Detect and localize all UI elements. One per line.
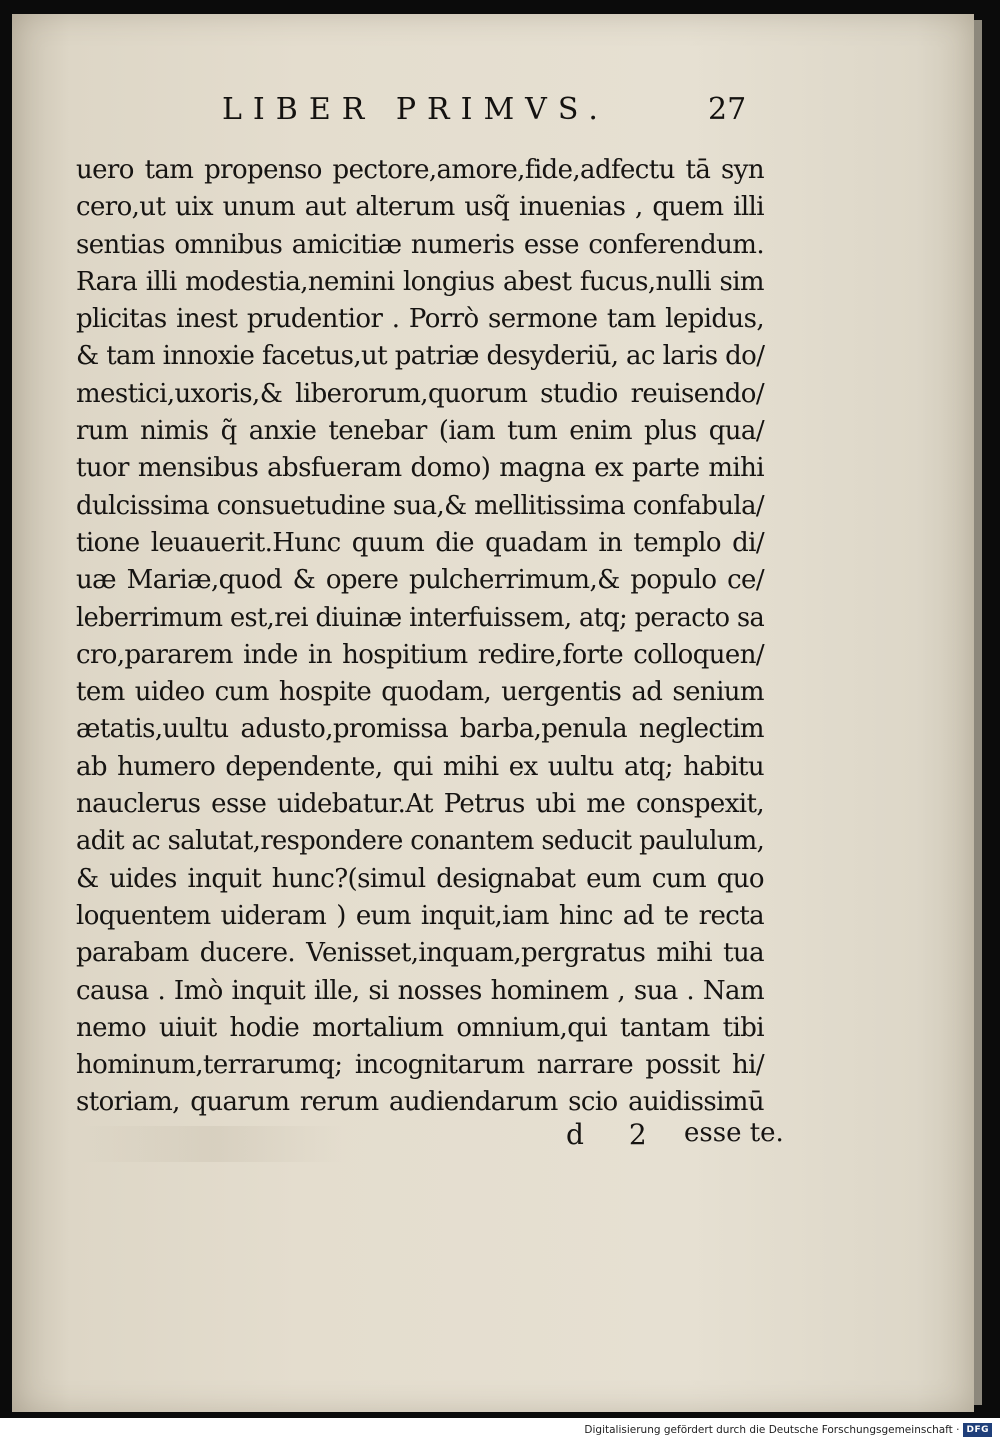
text-line: plicitas inest prudentior . Porrò sermone tam lepidus,	[76, 304, 764, 335]
text-line: loquentem uideram ) eum inquit,iam hinc ad te recta	[76, 900, 764, 931]
text-line: parabam ducere. Venisset,inquam,pergratus mihi tua	[76, 938, 764, 969]
text-line: uero tam propenso pectore,amore,fide,adfectu tā syn	[76, 155, 764, 185]
text-line: tem uideo cum hospite quodam, uergentis ad senium	[76, 677, 764, 708]
text-line: ab humero dependente, qui mihi ex uultu atq; habitu	[76, 751, 764, 782]
running-head-title: LIBER PRIMVS.	[222, 92, 609, 127]
dfg-logo-icon: DFG	[963, 1423, 992, 1437]
text-line: tione leuauerit.Hunc quum die quadam in templo di/	[76, 527, 764, 558]
text-line: nauclerus esse uidebatur.At Petrus ubi me conspexit,	[76, 789, 764, 820]
signature-mark: d 2	[566, 1118, 665, 1151]
text-line: uæ Mariæ,quod & opere pulcherrimum,& populo ce/	[76, 565, 764, 596]
credit-text: Digitalisierung gefördert durch die Deutsche Forschungsgemeinschaft ·	[584, 1424, 960, 1436]
text-line: sentias omnibus amicitiæ numeris esse conferendum.	[76, 229, 764, 260]
text-line: adit ac salutat,respondere conantem seducit paululum,	[76, 826, 765, 857]
text-line: storiam, quarum rerum audiendarum scio auidissimū	[76, 1087, 764, 1118]
text-line: nemo uiuit hodie mortalium omnium,qui tantam tibi	[76, 1012, 764, 1043]
page-number: 27	[708, 92, 747, 127]
text-line: cero,ut uix unum aut alterum usq̃ inuenias , quem illi	[76, 192, 764, 223]
running-head	[0, 92, 1000, 132]
catchword: esse te.	[684, 1118, 784, 1148]
text-line: leberrimum est,rei diuinæ interfuissem, atq; peracto sa	[76, 602, 765, 633]
page-edge	[974, 20, 982, 1405]
text-line: causa . Imò inquit ille, si nosses hominem , sua . Nam	[76, 975, 764, 1006]
text-line: hominum,terrarumq; incognitarum narrare possit hi/	[76, 1050, 764, 1081]
text-line: rum nimis q̃ anxie tenebar (iam tum enim plus qua/	[76, 416, 764, 447]
text-line: & tam innoxie facetus,ut patriæ desyderiū, ac laris do/	[76, 341, 765, 372]
text-line: & uides inquit hunc?(simul designabat eum cum quo	[76, 863, 764, 894]
text-line: mestici,uxoris,& liberorum,quorum studio reuisendo/	[76, 378, 764, 409]
text-line: ætatis,uultu adusto,promissa barba,penula neglectim	[76, 714, 764, 745]
text-line: tuor mensibus absfueram domo) magna ex parte mihi	[76, 453, 764, 484]
text-line: cro,pararem inde in hospitium redire,forte colloquen/	[76, 639, 764, 670]
page-foot	[0, 1118, 1000, 1158]
text-line: dulcissima consuetudine sua,& mellitissima confabula/	[76, 490, 764, 521]
text-line: Rara illi modestia,nemini longius abest fucus,nulli sim	[76, 266, 764, 297]
funding-credit	[584, 1421, 992, 1439]
body-text	[76, 152, 764, 1122]
